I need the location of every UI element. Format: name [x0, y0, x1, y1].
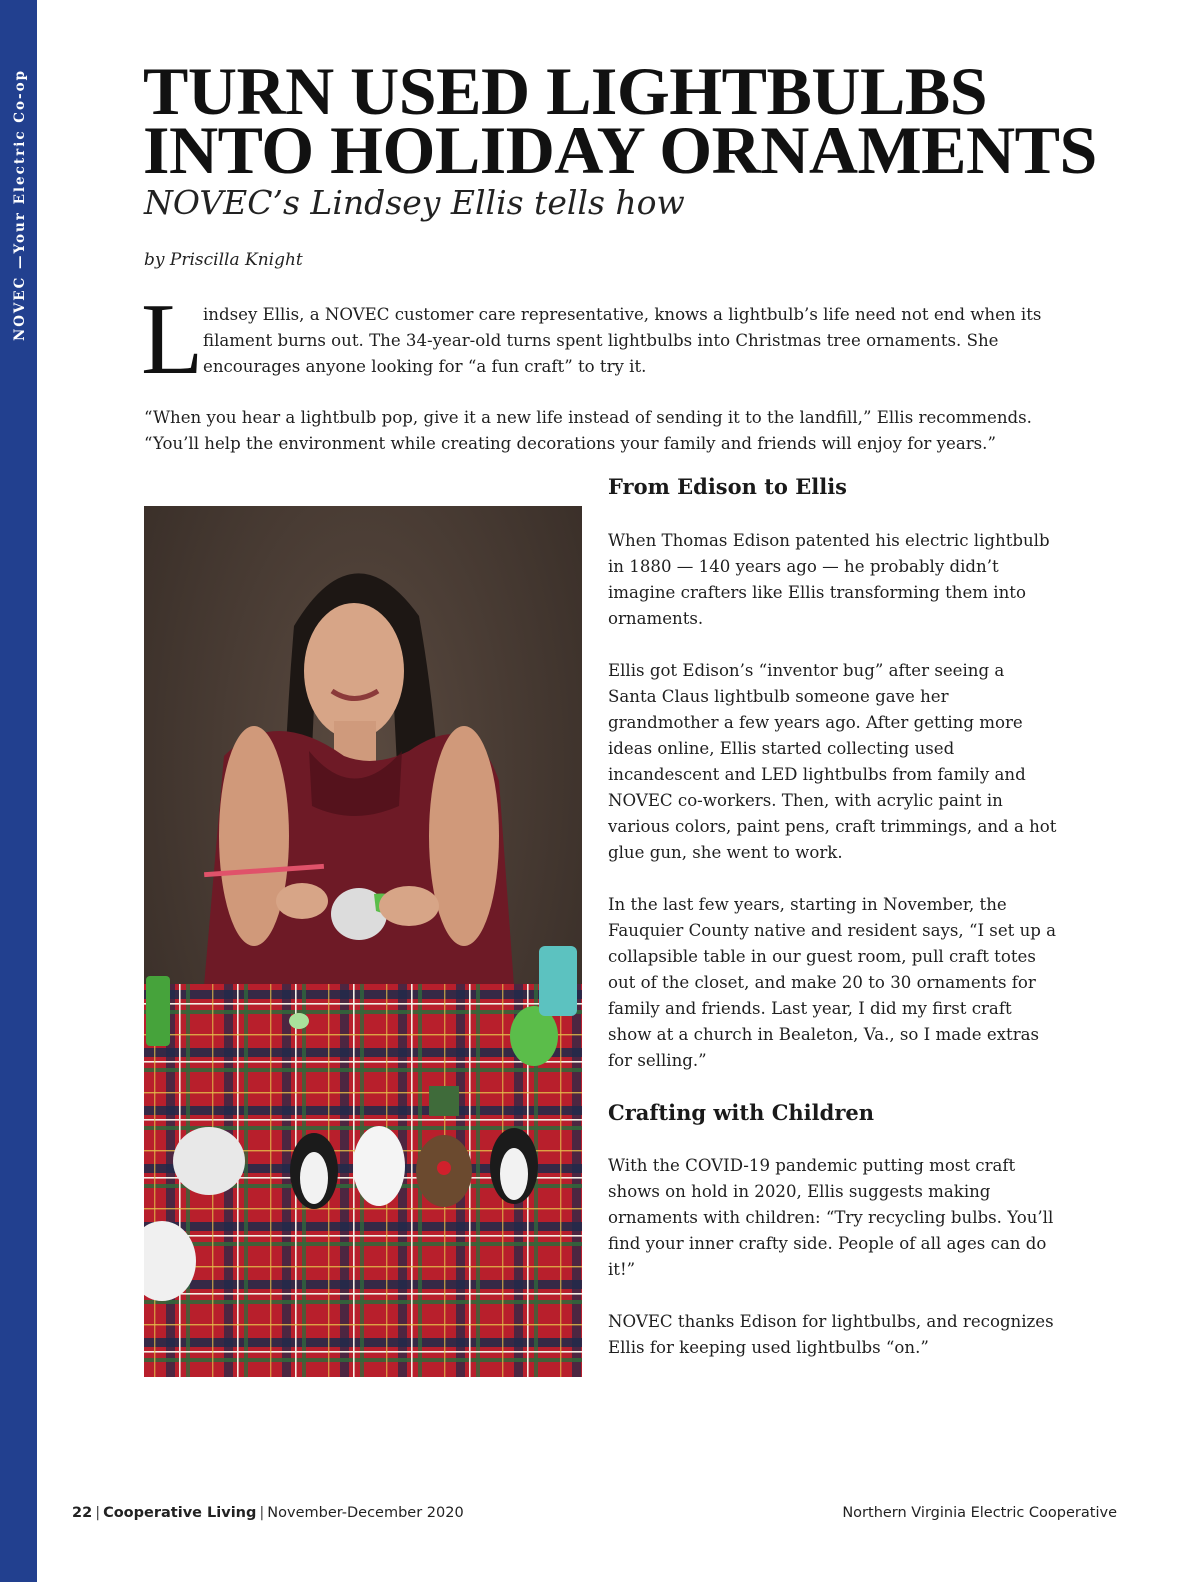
- title-line-2: INTO HOLIDAY ORNAMENTS: [143, 112, 1097, 188]
- footer-left: 22 | Cooperative Living | November-December 2020: [72, 1505, 464, 1521]
- article-subtitle: NOVEC’s Lindsey Ellis tells how: [144, 183, 685, 222]
- paragraph-covid: With the COVID-19 pandemic putting most craft shows on hold in 2020, Ellis suggests making ornaments with children: “Try recycling bulbs. You’ll find your inner crafty side. People of all ages can do it!”: [608, 1156, 1054, 1279]
- section1-p2-wrap: [608, 658, 1058, 866]
- section1-heading-wrap: [608, 474, 1058, 500]
- byline: by Priscilla Knight: [144, 250, 303, 270]
- title-line-1: TURN USED LIGHTBULBS: [143, 53, 988, 129]
- article-photo: [144, 506, 582, 1377]
- sidebar-band: [0, 0, 37, 1582]
- paragraph-craft-show: In the last few years, starting in November, the Fauquier County native and resident says, “I set up a collapsible table in our guest room, pull craft totes out of the closet, and make 20 to 30 ornaments for family and friends. Last year, I did my first craft show at a church in Bealeton, Va., so I made extras for selling.”: [608, 895, 1057, 1070]
- section2-heading-wrap: [608, 1100, 1058, 1126]
- quote-paragraph: “When you hear a lightbulb pop, give it a new life instead of sending it to the landfill,” Ellis recommends. “You’ll help the environment while creating decorations your family and friends will enjoy for years.”: [144, 408, 1032, 453]
- paragraph-edison-patent: When Thomas Edison patented his electric lightbulb in 1880 — 140 years ago — he probably didn’t imagine crafters like Ellis transforming them into ornaments.: [608, 531, 1050, 628]
- page-number: 22: [72, 1505, 93, 1521]
- section1-p1-wrap: [608, 528, 1058, 632]
- section2-p1-wrap: [608, 1153, 1058, 1283]
- drop-cap: L: [141, 283, 204, 396]
- section2-p2-wrap: [608, 1309, 1058, 1361]
- article-title: [143, 53, 1143, 188]
- section1-p3-wrap: [608, 892, 1058, 1074]
- paragraph-thanks: NOVEC thanks Edison for lightbulbs, and recognizes Ellis for keeping used lightbulbs “on.”: [608, 1312, 1054, 1357]
- intro-paragraph: indsey Ellis, a NOVEC customer care representative, knows a lightbulb’s life need not end when its filament burns out. The 34-year-old turns spent lightbulbs into Christmas tree ornaments. She encourages anyone looking for “a fun craft” to try it.: [203, 305, 1042, 376]
- issue-date: November-December 2020: [267, 1505, 464, 1521]
- section-heading-children: Crafting with Children: [608, 1100, 875, 1125]
- footer-organization: Northern Virginia Electric Cooperative: [842, 1505, 1117, 1521]
- publication-name: Cooperative Living: [103, 1505, 257, 1521]
- paragraph-inventor-bug: Ellis got Edison’s “inventor bug” after seeing a Santa Claus lightbulb someone gave her grandmother a few years ago. After getting more ideas online, Ellis started collecting used incandescent and LED lightbulbs from family and NOVEC co-workers. Then, with acrylic paint in various colors, paint pens, craft trimmings, and a hot glue gun, she went to work.: [608, 661, 1057, 862]
- section-heading-edison: From Edison to Ellis: [608, 474, 847, 499]
- sidebar-label: NOVEC —Your Electric Co-op: [12, 68, 28, 342]
